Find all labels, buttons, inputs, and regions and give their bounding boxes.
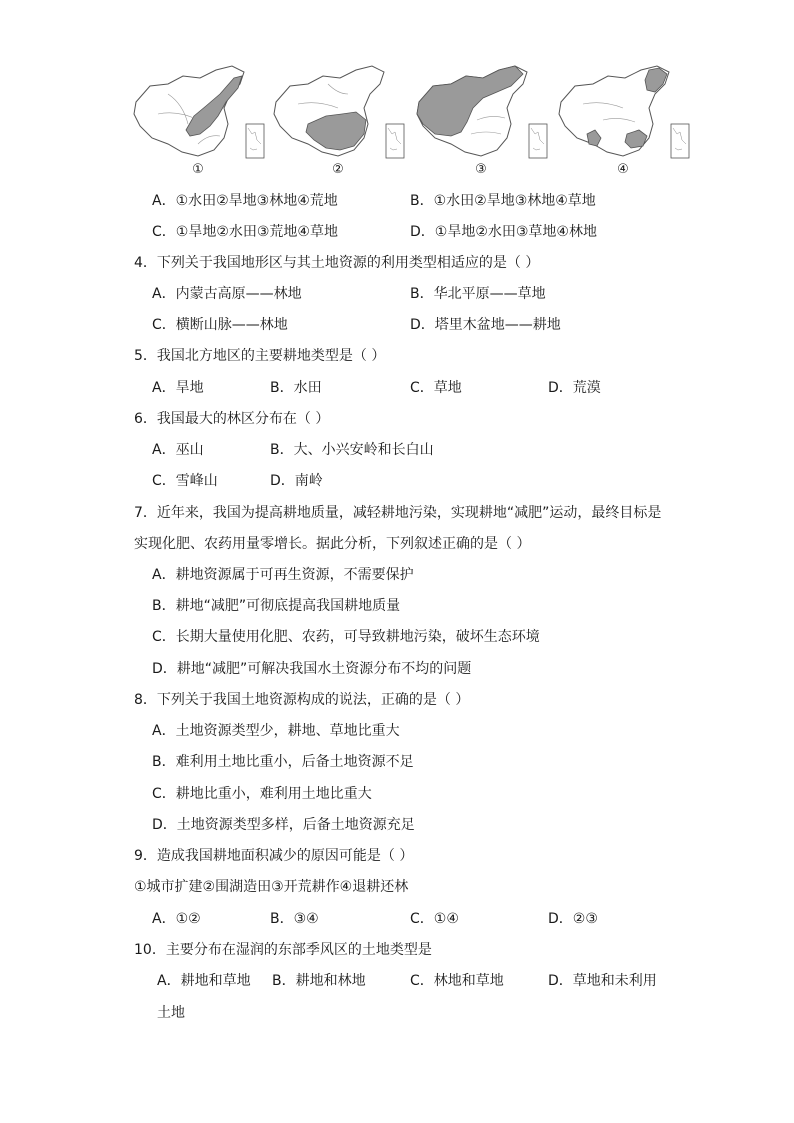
- map-label-2: ②: [332, 162, 344, 177]
- q7-stem-line1: 7．近年来，我国为提高耕地质量，减轻耕地污染，实现耕地“减肥”运动，最终目标是: [134, 505, 662, 521]
- q9-stem: 9．造成我国耕地面积减少的原因可能是（ ）: [134, 848, 414, 864]
- q10-stem: 10．主要分布在湿润的东部季风区的土地类型是: [134, 942, 432, 958]
- q5-stem: 5．我国北方地区的主要耕地类型是（ ）: [134, 348, 386, 364]
- china-map-3-graphic: [411, 64, 551, 164]
- q7-option-a: A．耕地资源属于可再生资源，不需要保护: [152, 567, 414, 583]
- map-3: [411, 64, 551, 182]
- q7-stem-line2: 实现化肥、农药用量零增长。据此分析，下列叙述正确的是（ ）: [134, 536, 531, 552]
- map-label-4: ④: [617, 162, 629, 177]
- q7-option-b: B．耕地“减肥”可彻底提高我国耕地质量: [152, 598, 401, 614]
- q9-option-b: B．③④: [270, 911, 319, 927]
- map-label-1: ①: [192, 162, 204, 177]
- q6-option-c: C．雪峰山: [152, 473, 218, 489]
- q10-option-c: C．林地和草地: [410, 973, 504, 989]
- q9-option-a: A．①②: [152, 911, 201, 927]
- q7-option-c: C．长期大量使用化肥、农药，可导致耕地污染，破坏生态环境: [152, 629, 540, 645]
- q4-option-c: C．横断山脉——林地: [152, 317, 288, 333]
- q6-option-d: D．南岭: [270, 473, 323, 489]
- q4-option-a: A．内蒙古高原——林地: [152, 286, 302, 302]
- map-1: [128, 64, 268, 182]
- map-figures: [128, 64, 673, 182]
- q10-option-a: A．耕地和草地: [157, 973, 251, 989]
- q6-option-a: A．巫山: [152, 442, 204, 458]
- q5-option-d: D．荒漠: [548, 380, 601, 396]
- china-map-4-graphic: [553, 64, 693, 164]
- q8-option-c: C．耕地比重小，难利用土地比重大: [152, 786, 372, 802]
- q8-option-a: A．土地资源类型少，耕地、草地比重大: [152, 723, 400, 739]
- q6-option-b: B．大、小兴安岭和长白山: [270, 442, 434, 458]
- q6-stem: 6．我国最大的林区分布在（ ）: [134, 411, 330, 427]
- map-label-3: ③: [475, 162, 487, 177]
- q9-option-d: D．②③: [548, 911, 598, 927]
- q10-option-d-continuation: 土地: [157, 1005, 185, 1021]
- q8-option-b: B．难利用土地比重小，后备土地资源不足: [152, 754, 414, 770]
- q8-option-d: D．土地资源类型多样，后备土地资源充足: [152, 817, 415, 833]
- q5-option-a: A．旱地: [152, 380, 204, 396]
- q8-stem: 8．下列关于我国土地资源构成的说法，正确的是（ ）: [134, 692, 470, 708]
- q3-option-b: B．①水田②旱地③林地④草地: [410, 193, 596, 209]
- map-2: [268, 64, 408, 182]
- q5-option-b: B．水田: [270, 380, 322, 396]
- china-map-2-graphic: [268, 64, 408, 164]
- q7-option-d: D．耕地“减肥”可解决我国水土资源分布不均的问题: [152, 661, 472, 677]
- q3-option-c: C．①旱地②水田③荒地④草地: [152, 224, 338, 240]
- q3-option-a: A．①水田②旱地③林地④荒地: [152, 193, 338, 209]
- q4-option-d: D．塔里木盆地——耕地: [410, 317, 561, 333]
- map-4: [553, 64, 693, 182]
- q5-option-c: C．草地: [410, 380, 462, 396]
- q10-option-d: D．草地和未利用: [548, 973, 657, 989]
- q9-option-c: C．①④: [410, 911, 459, 927]
- q4-stem: 4．下列关于我国地形区与其土地资源的利用类型相适应的是（ ）: [134, 255, 540, 271]
- q10-option-b: B．耕地和林地: [272, 973, 366, 989]
- china-map-1-graphic: [128, 64, 268, 164]
- q9-statements: ①城市扩建②围湖造田③开荒耕作④退耕还林: [134, 879, 409, 895]
- q3-option-d: D．①旱地②水田③草地④林地: [410, 224, 597, 240]
- q4-option-b: B．华北平原——草地: [410, 286, 546, 302]
